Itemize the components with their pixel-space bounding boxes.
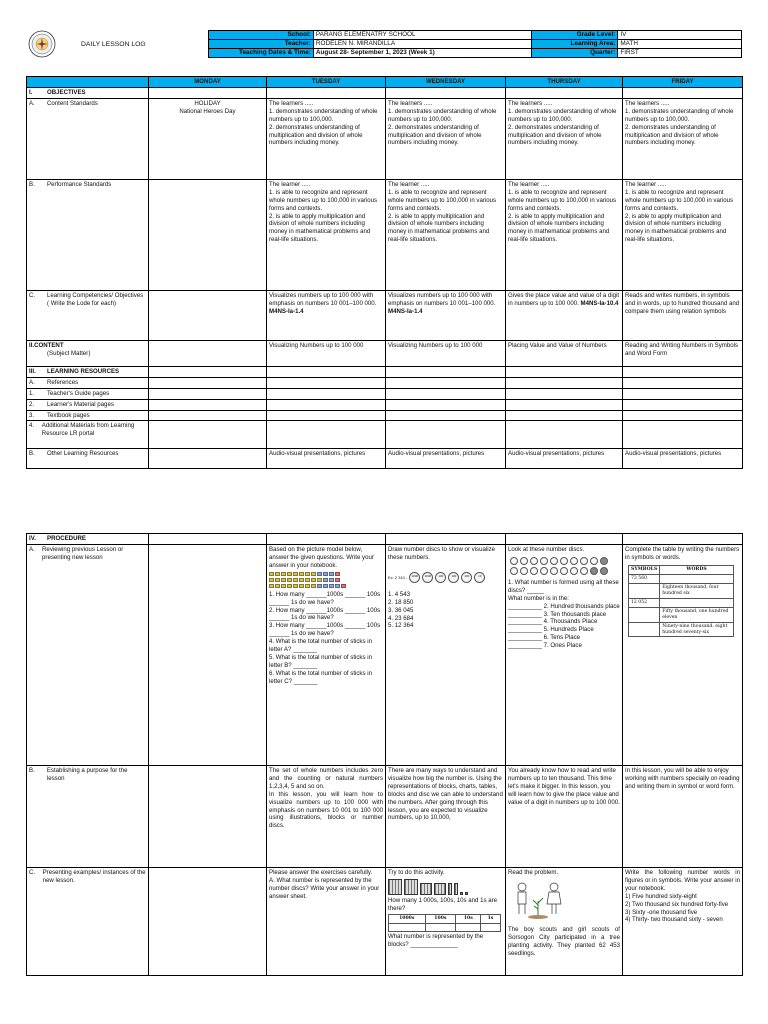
other-resources-tuesday: Audio-visual presentations, pictures [267, 449, 386, 469]
deped-seal-logo [28, 30, 56, 58]
number-discs-picture [510, 557, 614, 575]
school-value: PARANG ELEMENATRY SCHOOL [313, 31, 531, 40]
document-title: DAILY LESSON LOG [81, 41, 146, 48]
content-thursday: Placing Value and Value of Numbers [506, 340, 623, 366]
content-standards-friday: The learners ..... 1. demonstrates understanding of whole numbers up to 100,000. 2. demonstrates understanding of multiplication and division of whole numbers including money. [623, 98, 743, 179]
learning-resources-heading: III. LEARNING RESOURCES [27, 366, 149, 377]
competencies-wednesday: Visualizes numbers up to 100 000 with emphasis on numbers 10 001–100 000. M4NS-Ia-1.4 [386, 290, 506, 340]
day-header-tuesday: TUESDAY [267, 77, 386, 88]
presenting-examples-label: C. Presenting examples/ instances of the new lesson. [27, 867, 149, 975]
content-standards-label: A. Content Standards [27, 98, 149, 179]
competencies-tuesday: Visualizes numbers up to 100 000 with emphasis on numbers 10 001–100 000. M4NS-Ia-1.4 [267, 290, 386, 340]
presenting-thursday: Read the problem. The boy scouts and girl scouts of Sorsogon City participated in a tree planting activity. They planted 62 453 seedlings. [506, 867, 623, 975]
performance-standards-friday: The learner ..... 1. is able to recognize and represent whole numbers up to 100,000 in various forms and contexts. 2. is able to apply multiplication and division of whole numbers including money in mathematical problems and real-life situations. [623, 179, 743, 290]
dates-value: August 28- September 1, 2023 (Week 1) [313, 49, 531, 58]
textbook-pages-label: 3. Textbook pages [27, 410, 149, 421]
grade-value: IV [618, 31, 742, 40]
objectives-heading: I. OBJECTIVES [27, 87, 149, 98]
school-label: School: [209, 31, 314, 40]
content-wednesday: Visualizing Numbers up to 100 000 [386, 340, 506, 366]
learners-material-label: 2. Learner's Material pages [27, 399, 149, 410]
header-info-table [208, 30, 742, 58]
purpose-tuesday: The set of whole numbers includes zero and the counting or natural numbers 1,2,3,4, 5 and so on. In this lesson, you will learn how to visualize numbers up to 100 000 with emphasis on numbers 10 001 to 100 000 using illustrations, blocks or number discs. [267, 765, 386, 867]
number-discs-example: Ex. 2 310 - 1000 1000 100 100 100 10 [388, 572, 503, 583]
presenting-wednesday: Try to do this activity. How many 1 000s, 100s, 10s and 1s are there? 1000s 100s 10s 1s What number is represented by the blocks? ______________ [386, 867, 506, 975]
teacher-label: Teacher: [209, 40, 314, 49]
other-resources-label: B. Other Learning Resources [27, 449, 149, 469]
presenting-tuesday: Please answer the exercises carefully. A. What number is represented by the number discs? Write your answer in your answer sheet. [267, 867, 386, 975]
quarter-label: Quarter: [531, 49, 618, 58]
corner-header [27, 77, 149, 88]
reviewing-friday: Complete the table by writing the numbers in symbols or words. SYMBOLS WORDS 73 560 Eighteen thousand, four hundred six 12 052 Fifty thousand, one hundred eleven Ninety-nine thousand, eight hundred seventy-six [623, 544, 743, 765]
performance-standards-tuesday: The learner ..... 1. is able to recognize and represent whole numbers up to 100,000 in various forms and contexts. 2. is able to apply multiplication and division of whole numbers including money in mathematical problems and real-life situations. [267, 179, 386, 290]
content-standards-thursday: The learners ..... 1. demonstrates understanding of whole numbers up to 100,000. 2. demonstrates understanding of multiplication and division of whole numbers including money. [506, 98, 623, 179]
day-header-monday: MONDAY [149, 77, 267, 88]
symbols-words-table: SYMBOLS WORDS 73 560 Eighteen thousand, four hundred six 12 052 Fifty thousand, one hundred eleven Ninety-nine thousand, eight hundred seventy-six [628, 565, 734, 638]
base-ten-blocks-picture [388, 879, 503, 895]
sticks-picture-model [269, 572, 383, 589]
purpose-label: B. Establishing a purpose for the lesson [27, 765, 149, 867]
day-header-friday: FRIDAY [623, 77, 743, 88]
reviewing-lesson-label: A. Reviewing previous Lesson or presenting new lesson [27, 544, 149, 765]
other-resources-wednesday: Audio-visual presentations, pictures [386, 449, 506, 469]
purpose-friday: In this lesson, you will be able to enjoy working with numbers specially on reading and writing them in symbol or word form. [623, 765, 743, 867]
learning-competencies-label: C. Learning Competencies/ Objectives ( Write the Lode for each) [27, 290, 149, 340]
scouts-planting-illustration [508, 879, 568, 921]
competencies-thursday: Gives the place value and value of a digit in numbers up to 100 000. M4NS-Ia-10.4 [506, 290, 623, 340]
procedure-heading: IV. PROCEDURE [27, 534, 149, 545]
content-label: II.CONTENT (Subject Matter) [27, 340, 149, 366]
competencies-friday: Reads and writes numbers, in symbols and in words, up to hundred thousand and compare them using relation symbols [623, 290, 743, 340]
place-value-table: 1000s 100s 10s 1s [388, 914, 501, 932]
other-resources-friday: Audio-visual presentations, pictures [623, 449, 743, 469]
header [26, 30, 742, 65]
performance-standards-wednesday: The learner ..... 1. is able to recognize and represent whole numbers up to 100,000 in various forms and contexts. 2. is able to apply multiplication and division of whole numbers including money in mathematical problems and real-life situations. [386, 179, 506, 290]
area-value: MATH [618, 40, 742, 49]
content-friday: Reading and Writing Numbers in Symbols and Word Form [623, 340, 743, 366]
teacher-value: RODELEN N. MIRANDILLA [313, 40, 531, 49]
day-header-thursday: THURSDAY [506, 77, 623, 88]
reviewing-wednesday: Draw number discs to show or visualize these numbers. Ex. 2 310 - 1000 1000 100 100 100 10 1. 4 543 2. 18 850 3. 36 045 4. 23 684 5. 12 364 [386, 544, 506, 765]
content-standards-tuesday: The learners ..... 1. demonstrates understanding of whole numbers up to 100,000. 2. demonstrates understanding of multiplication and division of whole numbers including money. [267, 98, 386, 179]
reviewing-tuesday: Based on the picture model below, answer the given questions. Write your answer in your notebook. 1. How many ______1000s ______ 100s ______ 1s do we have? 2. How many ______1000s ______ 100s ______ 1s do we have? 3. How many ______1000s ______ 100s ______ 1s do we have? 4. What is the total number of sticks in letter A? _______ 5. What is the total number of sticks in letter B? _______ 6. What is the total number of sticks in letter C? _______ [267, 544, 386, 765]
monday-holiday: HOLIDAY National Heroes Day [149, 98, 267, 179]
performance-standards-label: B. Performance Standards [27, 179, 149, 290]
purpose-wednesday: There are many ways to understand and visualize how big the number is. Using the representations of blocks, charts, tables, blocks and disc we can able to understand the numbers. After going through this lesson, you are expected to visualize numbers, up to 10,000, [386, 765, 506, 867]
area-label: Learning Area: [531, 40, 618, 49]
other-resources-thursday: Audio-visual presentations, pictures [506, 449, 623, 469]
reviewing-thursday: Look at these number discs. 1. What number is formed using all these discs? _____ What number is in the: __________ 2. Hundred thousands place __________ 3. Ten thousands place __________ 4. Thousands Place __________ 5. Hundreds Place __________ 6. Tens Place __________ 7. Ones Place [506, 544, 623, 765]
presenting-friday: Write the following number words in figures or in symbols. Write your answer in your notebook. 1) Five hundred sixty-eight 2) Two thousand six hundred forty-five 3) Sixty -one thousand five 4) Thirty- two thousand sixty - seven [623, 867, 743, 975]
objectives-table [26, 76, 743, 469]
performance-standards-thursday: The learner ..... 1. is able to recognize and represent whole numbers up to 100,000 in various forms and contexts. 2. is able to apply multiplication and division of whole numbers including money in mathematical problems and real-life situations. [506, 179, 623, 290]
procedure-table [26, 533, 743, 976]
additional-materials-label: 4. Additional Materials from Learning Resource LR portal [27, 421, 149, 449]
content-standards-wednesday: The learners ..... 1. demonstrates understanding of whole numbers up to 100,000. 2. demonstrates understanding of multiplication and division of whole numbers including money. [386, 98, 506, 179]
quarter-value: FIRST [618, 49, 742, 58]
dates-label: Teaching Dates & Time: [209, 49, 314, 58]
references-label: A. References [27, 377, 149, 388]
purpose-thursday: You already know how to read and write numbers up to ten thousand. This time let's make it bigger. In this lesson, you will learn how to give the place value and value of a digit in numbers up to 100 000. [506, 765, 623, 867]
grade-label: Grade Level: [531, 31, 618, 40]
content-tuesday: Visualizing Numbers up to 100 000 [267, 340, 386, 366]
day-header-wednesday: WEDNESDAY [386, 77, 506, 88]
teachers-guide-label: 1. Teacher's Guide pages [27, 388, 149, 399]
